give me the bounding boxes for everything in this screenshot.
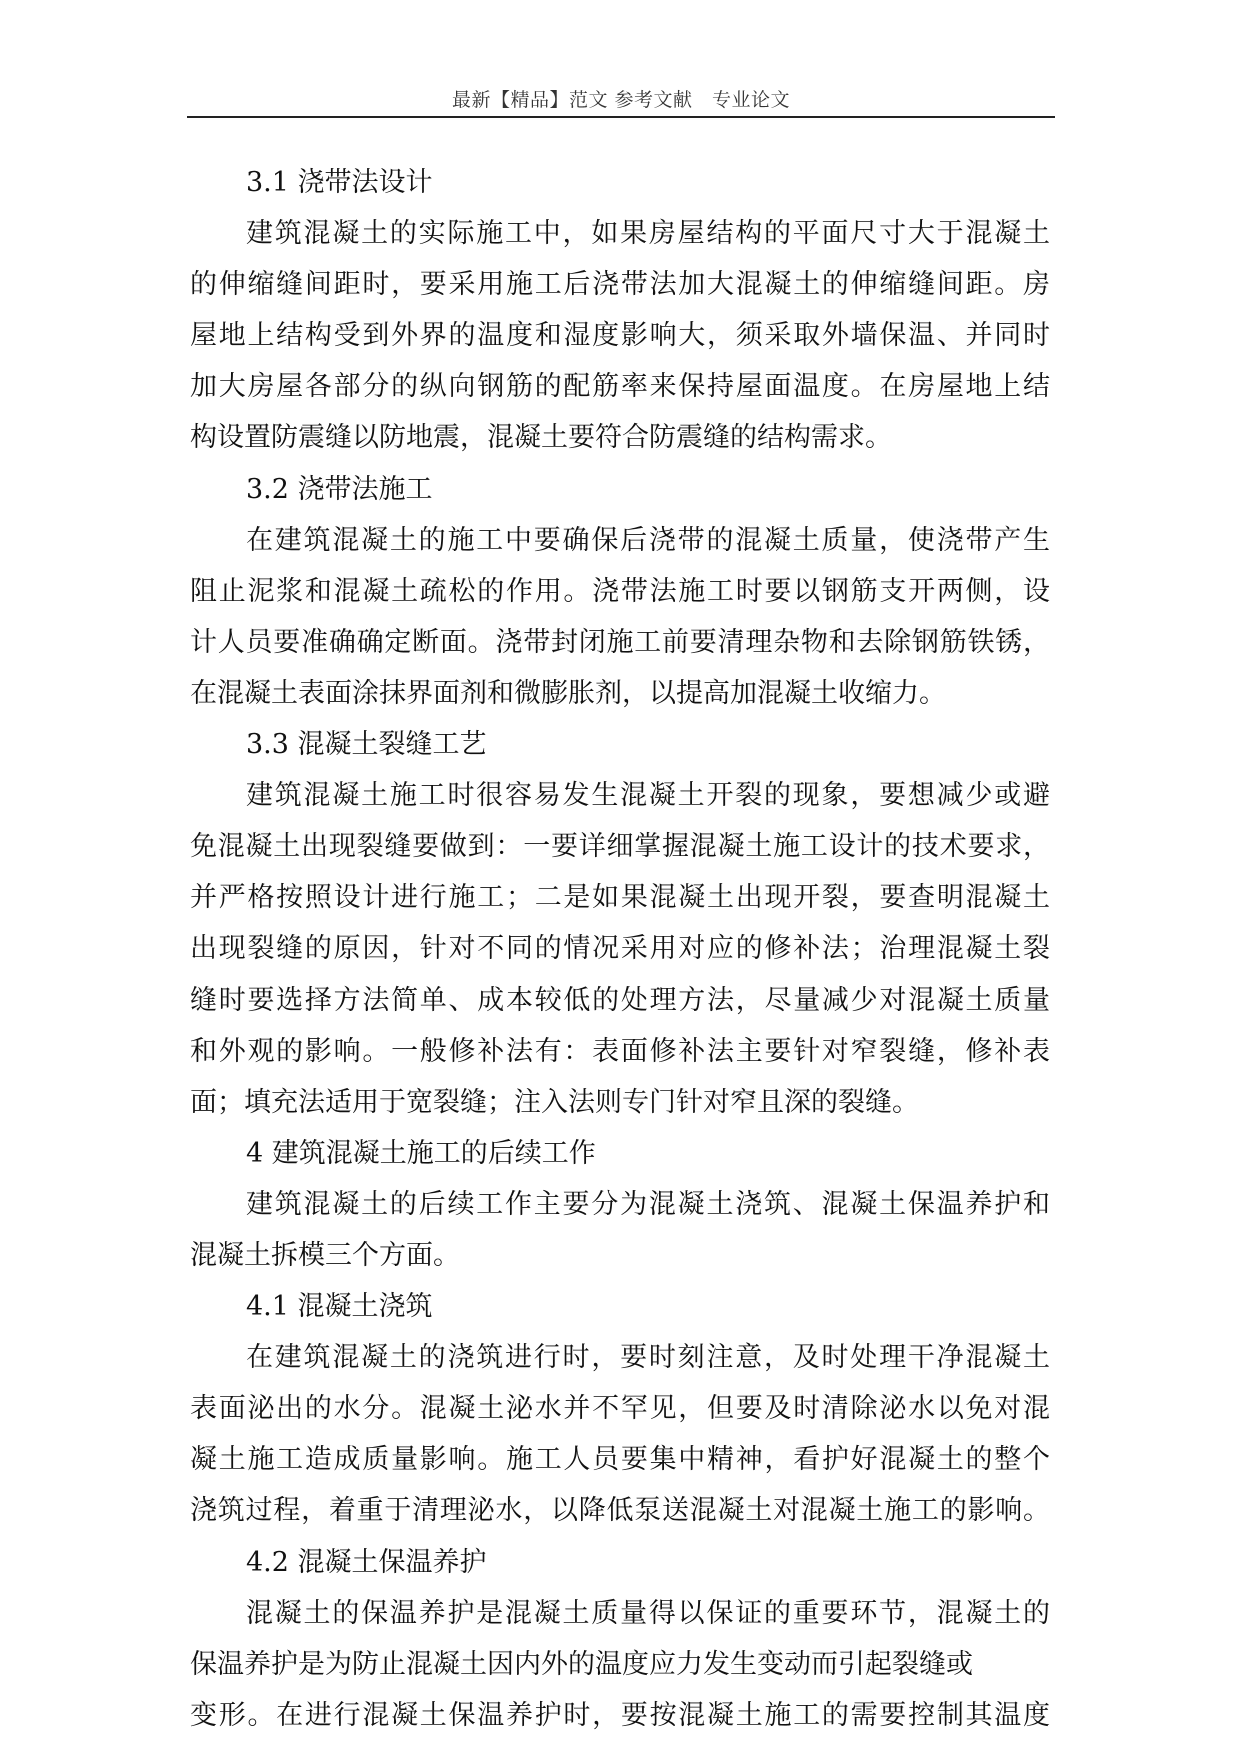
paragraph-line: 浇筑过程，着重于清理泌水，以降低泵送混凝土对混凝土施工的影响。 <box>190 1495 1050 1527</box>
section-heading: 4 建筑混凝土施工的后续工作 <box>246 1137 596 1169</box>
paragraph-line: 出现裂缝的原因，针对不同的情况采用对应的修补法；治理混凝土裂 <box>190 933 1050 965</box>
paragraph-line: 表面泌出的水分。混凝土泌水并不罕见，但要及时清除泌水以免对混 <box>190 1393 1050 1425</box>
paragraph-line: 建筑混凝土施工时很容易发生混凝土开裂的现象，要想减少或避 <box>246 780 1050 812</box>
paragraph-line: 在混凝土表面涂抹界面剂和微膨胀剂，以提高加混凝土收缩力。 <box>190 677 946 709</box>
paragraph-line: 并严格按照设计进行施工；二是如果混凝土出现开裂，要查明混凝土 <box>190 882 1050 914</box>
paragraph-line: 混凝土的保温养护是混凝土质量得以保证的重要环节，混凝土的 <box>246 1597 1050 1629</box>
header-divider <box>187 116 1055 118</box>
paragraph-line: 免混凝土出现裂缝要做到：一要详细掌握混凝土施工设计的技术要求， <box>190 831 1050 863</box>
document-body <box>190 157 1050 1741</box>
paragraph-line: 计人员要准确确定断面。浇带封闭施工前要清理杂物和去除钢筋铁锈， <box>190 626 1050 658</box>
paragraph-line: 和外观的影响。一般修补法有：表面修补法主要针对窄裂缝，修补表 <box>190 1035 1050 1067</box>
page-header: 最新【精品】范文 参考文献 专业论文 <box>451 89 791 111</box>
paragraph-line: 建筑混凝土的实际施工中，如果房屋结构的平面尺寸大于混凝土 <box>246 218 1050 250</box>
paragraph-line: 构设置防震缝以防地震，混凝土要符合防震缝的结构需求。 <box>190 422 892 454</box>
paragraph-line: 保温养护是为防止混凝土因内外的温度应力发生变动而引起裂缝或 <box>190 1648 973 1680</box>
paragraph-line: 屋地上结构受到外界的温度和湿度影响大，须采取外墙保温、并同时 <box>190 320 1050 352</box>
paragraph-line: 缝时要选择方法简单、成本较低的处理方法，尽量减少对混凝土质量 <box>190 984 1050 1016</box>
paragraph-line: 在建筑混凝土的施工中要确保后浇带的混凝土质量，使浇带产生 <box>246 524 1050 556</box>
paragraph-line: 加大房屋各部分的纵向钢筋的配筋率来保持屋面温度。在房屋地上结 <box>190 371 1050 403</box>
section-heading: 4.2 混凝土保温养护 <box>246 1546 487 1578</box>
paragraph-line: 的伸缩缝间距时，要采用施工后浇带法加大混凝土的伸缩缝间距。房 <box>190 269 1050 301</box>
paragraph-line: 变形。在进行混凝土保温养护时，要按混凝土施工的需要控制其温度 <box>190 1699 1050 1731</box>
paragraph-line: 混凝土拆模三个方面。 <box>190 1239 460 1271</box>
paragraph-line: 建筑混凝土的后续工作主要分为混凝土浇筑、混凝土保温养护和 <box>246 1188 1050 1220</box>
section-heading: 3.2 浇带法施工 <box>246 473 433 505</box>
paragraph-line: 在建筑混凝土的浇筑进行时，要时刻注意，及时处理干净混凝土 <box>246 1342 1050 1374</box>
section-heading: 4.1 混凝土浇筑 <box>246 1291 433 1323</box>
section-heading: 3.1 浇带法设计 <box>246 167 433 198</box>
paragraph-line: 阻止泥浆和混凝土疏松的作用。浇带法施工时要以钢筋支开两侧，设 <box>190 575 1050 607</box>
section-heading: 3.3 混凝土裂缝工艺 <box>246 729 487 761</box>
paragraph-line: 面；填充法适用于宽裂缝；注入法则专门针对窄且深的裂缝。 <box>190 1086 919 1118</box>
paragraph-line: 凝土施工造成质量影响。施工人员要集中精神，看护好混凝土的整个 <box>190 1444 1050 1476</box>
